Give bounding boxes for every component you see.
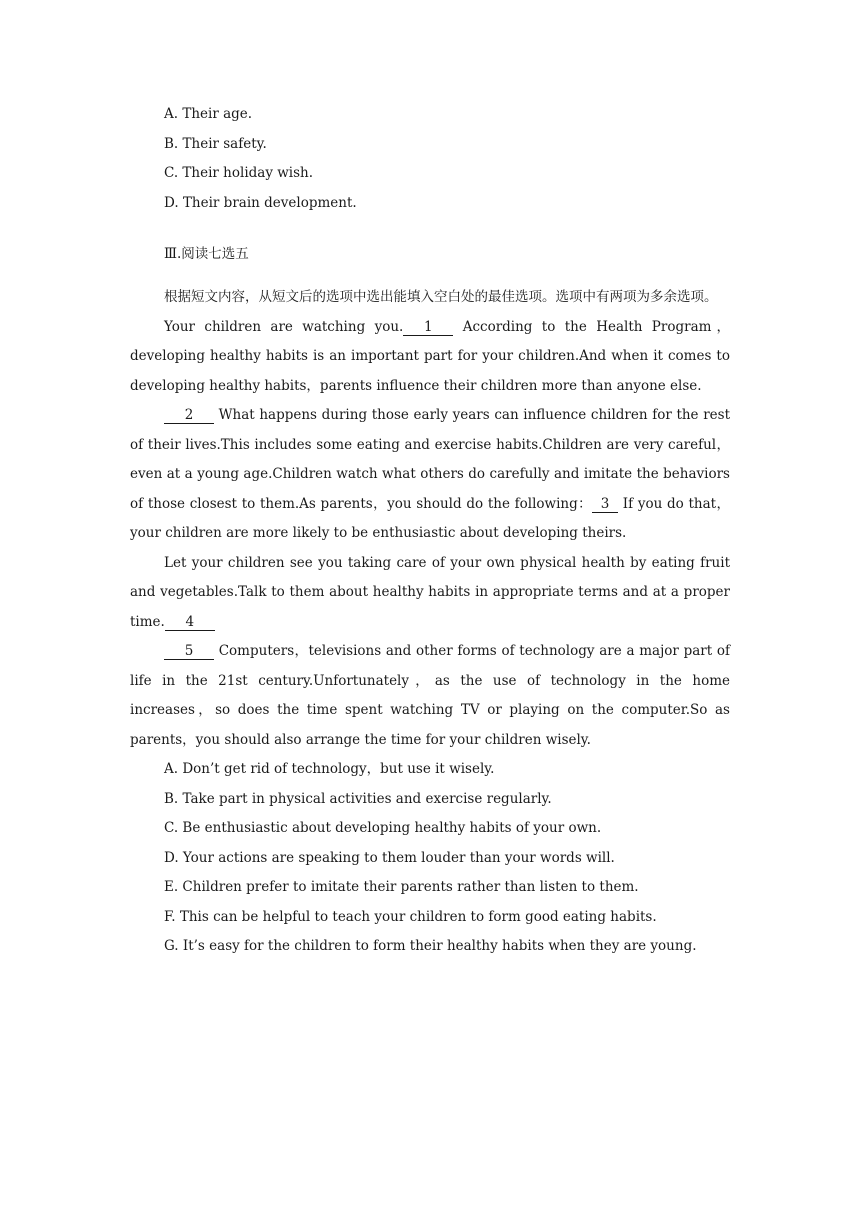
page-content [130,100,730,962]
passage-paragraph-3 [130,549,730,638]
passage-text: What happens during those early years can influence children for the rest of their lives.This includes some eating and exercise habits.Children are very careful，even at a young age.Children watch what others do carefully and imitate the behaviors of those closest to them.As parents，you should do the following： [130,407,730,512]
option-b: B. Their safety. [164,135,267,152]
blank-4: 4 [165,614,215,631]
blank-3: 3 [592,496,618,513]
previous-question-options [130,100,730,218]
passage-paragraph-2 [130,401,730,549]
passage-paragraph-4 [130,637,730,755]
answer-option-a: A. Don’t get rid of technology，but use it wisely. [164,761,495,777]
answer-option-f: F. This can be helpful to teach your children to form good eating habits. [164,908,657,925]
section-instruction: 根据短文内容，从短文后的选项中选出能填入空白处的最佳选项。选项中有两项为多余选项。 [164,289,718,305]
passage-text: If you do that，your children are more likely to be enthusiastic about developing theirs. [130,495,730,541]
option-a: A. Their age. [164,106,253,122]
option-d: D. Their brain development. [164,194,357,211]
passage-paragraph-1 [130,313,730,402]
answer-options [130,755,730,962]
answer-option-c: C. Be enthusiastic about developing healthy habits of your own. [164,820,602,836]
blank-1: 1 [403,319,453,336]
section-title: Ⅲ.阅读七选五 [164,246,249,262]
option-c: C. Their holiday wish. [164,165,314,181]
blank-2: 2 [164,407,214,424]
answer-option-b: B. Take part in physical activities and exercise regularly. [164,790,552,807]
answer-option-g: G. It’s easy for the children to form their healthy habits when they are young. [164,938,697,954]
answer-option-d: D. Your actions are speaking to them louder than your words will. [164,849,615,866]
passage-text: Your children are watching you. [164,318,404,335]
passage-text: Computers，televisions and other forms of technology are a major part of life in the 21st century.Unfortunately，as the use of technology in the home increases，so does the time spent watching TV or playing on the computer.So as parents，you should also arrange the time for your children wisely. [130,643,730,748]
answer-option-e: E. Children prefer to imitate their parents rather than listen to them. [164,879,639,895]
passage-text: According to the Health Program，developing healthy habits is an important part for your children.And when it comes to developing healthy habits，parents influence their children more than anyone else. [130,318,730,394]
blank-5: 5 [164,643,214,660]
passage-text: Let your children see you taking care of your own physical health by eating fruit and vegetables.Talk to them about healthy habits in appropriate terms and at a proper time. [130,554,730,630]
passage [130,313,730,756]
